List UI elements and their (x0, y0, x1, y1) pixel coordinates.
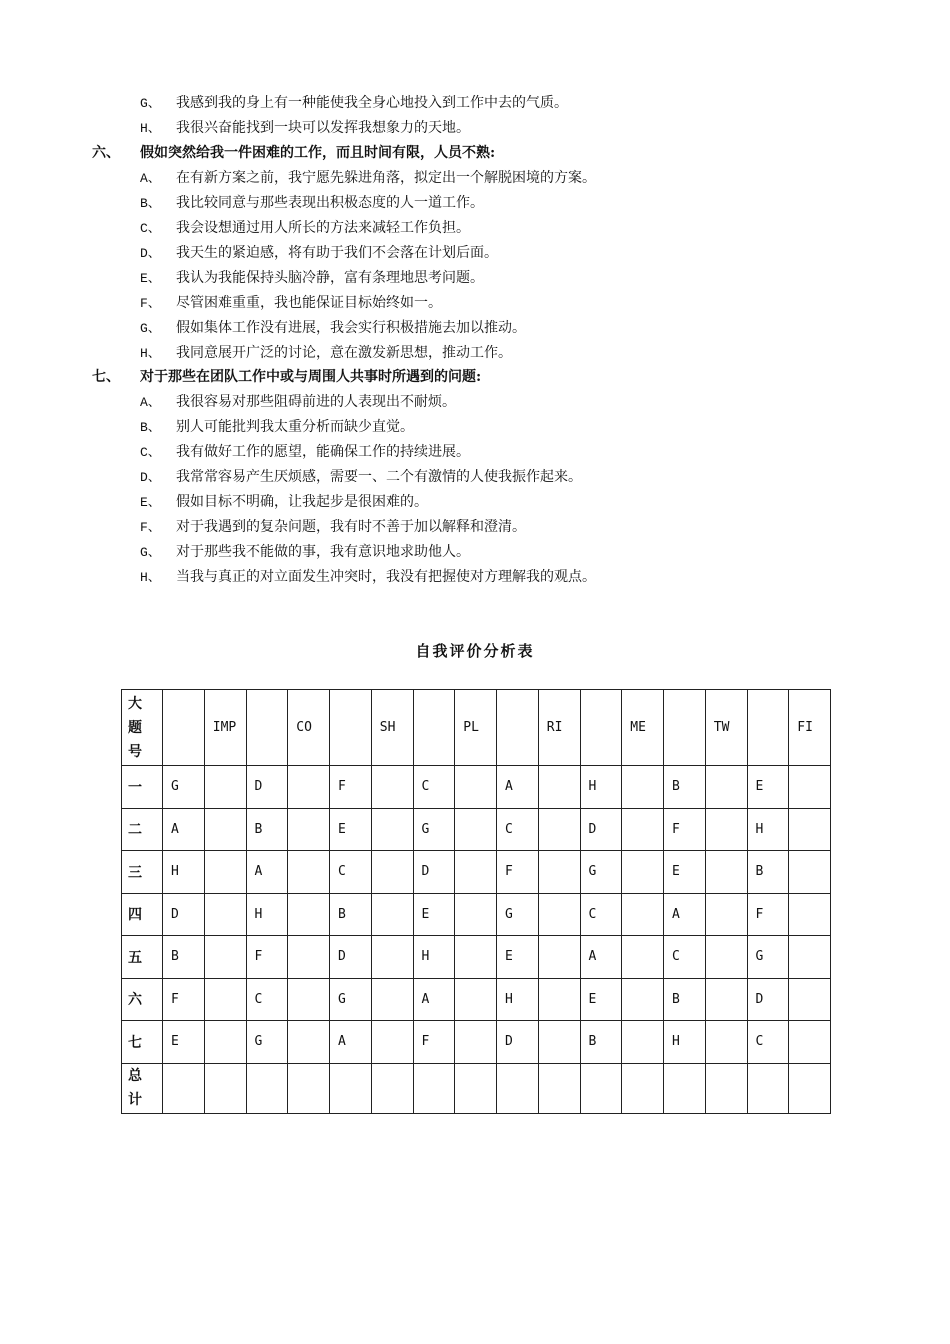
total-cell (413, 1063, 455, 1113)
table-cell (789, 851, 831, 894)
table-cell (622, 851, 664, 894)
table-cell: C (664, 936, 706, 979)
table-cell (371, 978, 413, 1021)
table-cell: C (330, 851, 372, 894)
table-cell (538, 978, 580, 1021)
table-cell (705, 851, 747, 894)
table-cell: F (497, 851, 539, 894)
table-row (122, 1021, 831, 1064)
table-cell (705, 766, 747, 809)
table-cell: H (664, 1021, 706, 1064)
table-cell (455, 766, 497, 809)
table-row (122, 808, 831, 851)
table-cell (789, 978, 831, 1021)
table-cell: B (580, 1021, 622, 1064)
table-cell: E (413, 893, 455, 936)
total-cell (371, 1063, 413, 1113)
table-cell (204, 978, 246, 1021)
table-cell (622, 978, 664, 1021)
total-char: 总 (128, 1068, 142, 1084)
table-cell: C (747, 1021, 789, 1064)
table-cell: E (747, 766, 789, 809)
table-cell: F (163, 978, 205, 1021)
option-text: 对于我遇到的复杂问题，我有时不善于加以解释和澄清。 (176, 519, 526, 535)
option-text: 别人可能批判我太重分析而缺少直觉。 (176, 419, 414, 435)
table-cell: A (413, 978, 455, 1021)
table-cell: A (246, 851, 288, 894)
question-number: 六、 (92, 145, 120, 161)
option-label: G、 (140, 545, 161, 560)
header-cell: CO (288, 690, 330, 766)
table-cell (371, 766, 413, 809)
table-cell: G (747, 936, 789, 979)
table-cell: A (497, 766, 539, 809)
header-cell: FI (789, 690, 831, 766)
option-label: H、 (140, 570, 161, 585)
table-title: 自我评价分析表 (415, 642, 535, 660)
table-cell: H (497, 978, 539, 1021)
table-cell: B (330, 893, 372, 936)
table-cell: F (664, 808, 706, 851)
table-cell: H (163, 851, 205, 894)
table-cell (705, 893, 747, 936)
option-text: 我会设想通过用人所长的方法来减轻工作负担。 (176, 220, 470, 236)
table-cell: D (163, 893, 205, 936)
option-label: F、 (140, 296, 161, 311)
question-7-option (140, 517, 526, 538)
option-label: H、 (140, 346, 161, 361)
option-text: 我常常容易产生厌烦感，需要一、二个有激情的人使我振作起来。 (176, 469, 582, 485)
table-cell (204, 936, 246, 979)
table-cell: A (330, 1021, 372, 1064)
option-label: B、 (140, 420, 161, 435)
table-cell (538, 893, 580, 936)
table-cell (622, 766, 664, 809)
option-text: 我很兴奋能找到一块可以发挥我想象力的天地。 (176, 120, 470, 136)
header-cell (580, 690, 622, 766)
table-cell (288, 851, 330, 894)
table-cell (371, 851, 413, 894)
option-5-g (140, 93, 568, 114)
corner-char: 大 (128, 695, 142, 712)
table-cell (455, 978, 497, 1021)
table-cell: F (747, 893, 789, 936)
question-6-option (140, 293, 442, 314)
row-label-cell: 六 (122, 978, 163, 1021)
table-cell (288, 893, 330, 936)
question-6-heading (92, 143, 495, 163)
option-text: 假如目标不明确，让我起步是很困难的。 (176, 494, 428, 510)
question-6-option (140, 343, 512, 364)
table-cell (288, 766, 330, 809)
table-cell: E (580, 978, 622, 1021)
table-cell (705, 936, 747, 979)
total-cell (747, 1063, 789, 1113)
table-cell: G (163, 766, 205, 809)
question-6-option (140, 268, 484, 289)
question-7-option (140, 567, 596, 588)
row-label-cell: 四 (122, 893, 163, 936)
table-cell (538, 766, 580, 809)
table-cell: C (413, 766, 455, 809)
question-7-option (140, 392, 456, 413)
table-cell: G (497, 893, 539, 936)
table-cell: B (664, 766, 706, 809)
option-text: 假如集体工作没有进展，我会实行积极措施去加以推动。 (176, 320, 526, 336)
total-cell (705, 1063, 747, 1113)
table-cell: E (497, 936, 539, 979)
option-label: F、 (140, 520, 161, 535)
table-cell (288, 936, 330, 979)
table-cell (538, 936, 580, 979)
table-header-row (122, 690, 831, 766)
table-cell (204, 808, 246, 851)
table-cell: F (330, 766, 372, 809)
header-cell (747, 690, 789, 766)
option-text: 在有新方案之前，我宁愿先躲进角落，拟定出一个解脱困境的方案。 (176, 170, 596, 186)
header-cell: ME (622, 690, 664, 766)
corner-char: 号 (128, 743, 142, 760)
header-cell (413, 690, 455, 766)
table-cell (371, 1021, 413, 1064)
total-cell (580, 1063, 622, 1113)
option-label: G、 (140, 96, 161, 111)
table-cell: B (163, 936, 205, 979)
table-cell (371, 808, 413, 851)
option-label: C、 (140, 221, 161, 236)
table-cell (204, 893, 246, 936)
row-label-cell: 三 (122, 851, 163, 894)
total-cell (497, 1063, 539, 1113)
total-cell (538, 1063, 580, 1113)
total-cell (288, 1063, 330, 1113)
table-cell: C (497, 808, 539, 851)
table-cell: A (580, 936, 622, 979)
table-row (122, 893, 831, 936)
total-cell (204, 1063, 246, 1113)
table-cell: E (163, 1021, 205, 1064)
table-cell (204, 851, 246, 894)
option-text: 我认为我能保持头脑冷静，富有条理地思考问题。 (176, 270, 484, 286)
table-row (122, 978, 831, 1021)
table-cell (705, 978, 747, 1021)
option-label: H、 (140, 121, 161, 136)
table-cell: H (580, 766, 622, 809)
question-7-option (140, 442, 470, 463)
table-cell: C (580, 893, 622, 936)
option-text: 我天生的紧迫感，将有助于我们不会落在计划后面。 (176, 245, 498, 261)
question-6-option (140, 168, 596, 189)
table-cell (622, 1021, 664, 1064)
table-cell (371, 936, 413, 979)
table-cell: E (664, 851, 706, 894)
table-row (122, 936, 831, 979)
table-cell (622, 893, 664, 936)
table-cell (288, 978, 330, 1021)
header-cell (664, 690, 706, 766)
table-cell: B (664, 978, 706, 1021)
table-cell: D (580, 808, 622, 851)
table-cell: G (330, 978, 372, 1021)
table-cell (705, 808, 747, 851)
table-row (122, 851, 831, 894)
table-cell (455, 851, 497, 894)
option-label: A、 (140, 395, 161, 410)
table-cell (455, 893, 497, 936)
table-cell (789, 936, 831, 979)
option-text: 我有做好工作的愿望，能确保工作的持续进展。 (176, 444, 470, 460)
table-cell (789, 808, 831, 851)
option-text: 我同意展开广泛的讨论，意在激发新思想，推动工作。 (176, 345, 512, 361)
option-label: D、 (140, 470, 161, 485)
option-text: 当我与真正的对立面发生冲突时，我没有把握使对方理解我的观点。 (176, 569, 596, 585)
table-cell (288, 1021, 330, 1064)
header-cell (330, 690, 372, 766)
table-cell (789, 1021, 831, 1064)
option-5-h (140, 118, 470, 139)
table-cell (455, 936, 497, 979)
total-cell (330, 1063, 372, 1113)
option-label: E、 (140, 271, 161, 286)
table-cell: B (246, 808, 288, 851)
question-6-option (140, 218, 470, 239)
option-text: 我很容易对那些阻碍前进的人表现出不耐烦。 (176, 394, 456, 410)
header-cell (246, 690, 288, 766)
question-7-option (140, 492, 428, 513)
header-cell: SH (371, 690, 413, 766)
question-7-option (140, 417, 414, 438)
option-label: A、 (140, 171, 161, 186)
question-7-option (140, 467, 582, 488)
question-text: 对于那些在团队工作中或与周围人共事时所遇到的问题: (140, 369, 482, 385)
table-total-row (122, 1063, 831, 1113)
total-cell (664, 1063, 706, 1113)
table-cell: A (664, 893, 706, 936)
header-cell (497, 690, 539, 766)
table-cell (538, 1021, 580, 1064)
total-cell (455, 1063, 497, 1113)
header-cell: IMP (204, 690, 246, 766)
option-label: D、 (140, 246, 161, 261)
header-cell (163, 690, 205, 766)
header-cell: PL (455, 690, 497, 766)
self-evaluation-table (121, 689, 831, 1114)
table-cell: H (246, 893, 288, 936)
table-cell (204, 766, 246, 809)
question-6-option (140, 243, 498, 264)
row-label-cell: 七 (122, 1021, 163, 1064)
option-text: 尽管困难重重，我也能保证目标始终如一。 (176, 295, 442, 311)
table-cell: H (747, 808, 789, 851)
question-7-heading (92, 367, 481, 387)
option-label: E、 (140, 495, 161, 510)
total-cell (163, 1063, 205, 1113)
table-cell (789, 766, 831, 809)
table-cell: B (747, 851, 789, 894)
option-text: 对于那些我不能做的事，我有意识地求助他人。 (176, 544, 470, 560)
table-cell: C (246, 978, 288, 1021)
total-label-cell (122, 1063, 163, 1113)
row-label-cell: 一 (122, 766, 163, 809)
table-cell (622, 808, 664, 851)
option-text: 我比较同意与那些表现出积极态度的人一道工作。 (176, 195, 484, 211)
table-cell (204, 1021, 246, 1064)
total-cell (246, 1063, 288, 1113)
table-cell: D (747, 978, 789, 1021)
question-7-option (140, 542, 470, 563)
row-label-cell: 二 (122, 808, 163, 851)
option-label: C、 (140, 445, 161, 460)
table-cell (538, 851, 580, 894)
option-label: G、 (140, 321, 161, 336)
table-cell (789, 893, 831, 936)
table-cell: D (413, 851, 455, 894)
header-cell: RI (538, 690, 580, 766)
question-6-option (140, 318, 526, 339)
table-cell (288, 808, 330, 851)
table-row (122, 766, 831, 809)
option-label: B、 (140, 196, 161, 211)
table-cell: G (580, 851, 622, 894)
table-cell: F (246, 936, 288, 979)
table-cell (622, 936, 664, 979)
table-cell (455, 808, 497, 851)
option-text: 我感到我的身上有一种能使我全身心地投入到工作中去的气质。 (176, 95, 568, 111)
header-cell: TW (705, 690, 747, 766)
table-cell: G (246, 1021, 288, 1064)
table-cell: D (246, 766, 288, 809)
question-text: 假如突然给我一件困难的工作，而且时间有限，人员不熟: (140, 145, 496, 161)
table-corner-cell (122, 690, 163, 766)
table-cell (705, 1021, 747, 1064)
table-cell: H (413, 936, 455, 979)
table-cell: F (413, 1021, 455, 1064)
table-cell (371, 893, 413, 936)
question-number: 七、 (92, 369, 120, 385)
total-cell (622, 1063, 664, 1113)
table-cell (538, 808, 580, 851)
table-cell: G (413, 808, 455, 851)
table-cell (455, 1021, 497, 1064)
total-cell (789, 1063, 831, 1113)
table-cell: D (497, 1021, 539, 1064)
table-cell: D (330, 936, 372, 979)
corner-char: 题 (128, 719, 142, 736)
row-label-cell: 五 (122, 936, 163, 979)
total-char: 计 (128, 1092, 142, 1108)
table-cell: A (163, 808, 205, 851)
question-6-option (140, 193, 484, 214)
table-cell: E (330, 808, 372, 851)
